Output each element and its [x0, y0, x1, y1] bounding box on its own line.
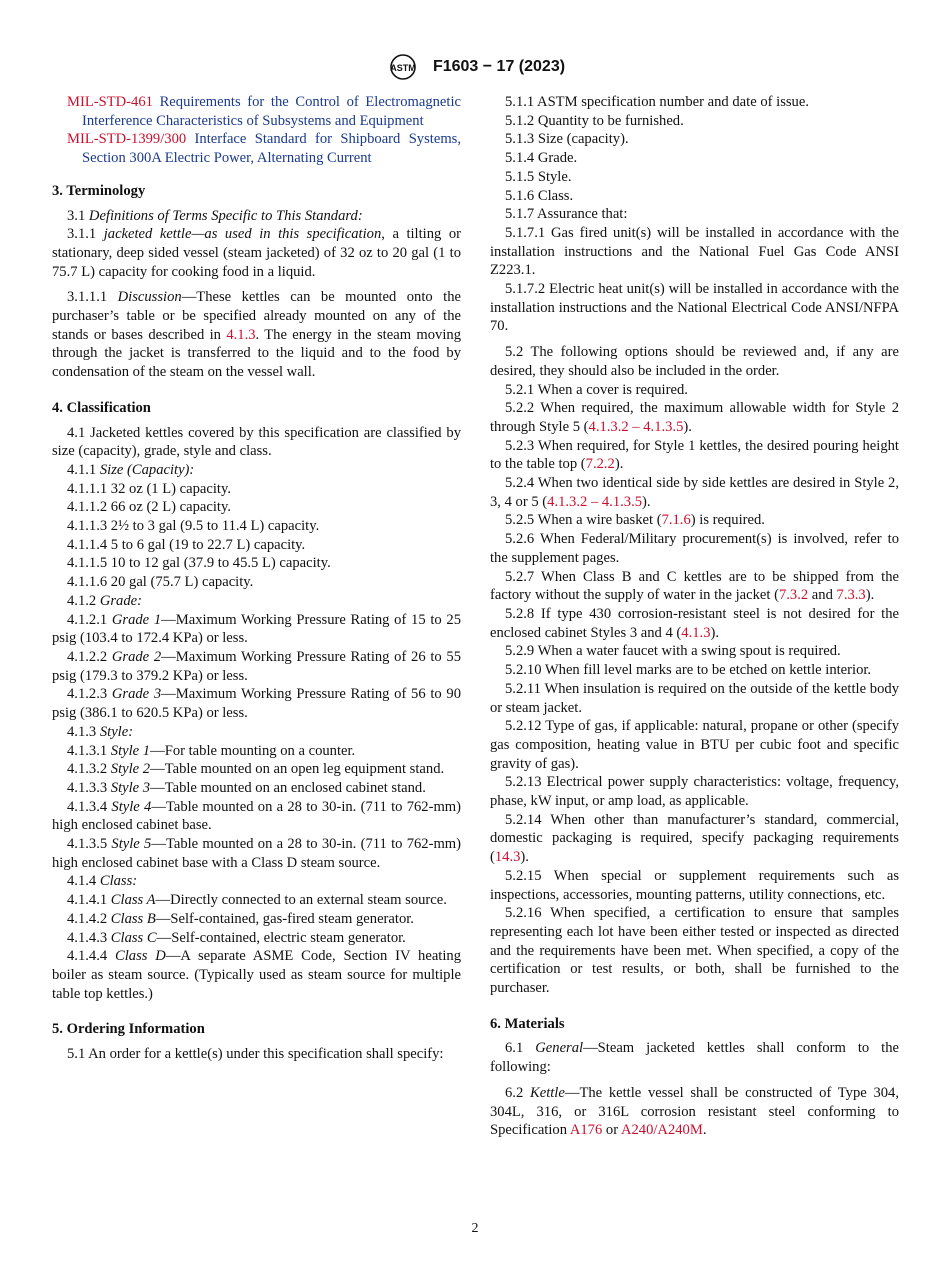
- cross-reference-link[interactable]: 7.3.3: [836, 587, 866, 604]
- paragraph: 3.1.1.1 Discussion—These kettles can be mounted onto the purchaser’s table or be specified already mounted on any of the stands or bases described in 4.1.3. The energy in the steam moving through the jacket is transferred to the liquid and to the food by condensation of the steam on the vessel wall.: [52, 289, 461, 381]
- cross-reference-link[interactable]: 7.3.2: [778, 587, 809, 604]
- list-item: 4.1.1.5 10 to 12 gal (37.9 to 45.5 L) capacity.: [67, 555, 331, 572]
- paragraph: 6.1 General—Steam jacketed kettles shall conform to the following:: [490, 1040, 899, 1076]
- list-item: 4.1.1.1 32 oz (1 L) capacity.: [67, 480, 231, 497]
- list-item: 4.1.2.3 Grade 3—Maximum Working Pressure Rating of 56 to 90 psig (386.1 to 620.5 KPa) or less.: [52, 686, 461, 722]
- list-item: 4.1.3.4 Style 4—Table mounted on a 28 to 30-in. (711 to 762-mm) high enclosed cabinet base.: [52, 798, 462, 834]
- list-item: 4.1.2.1 Grade 1—Maximum Working Pressure Rating of 15 to 25 psig (103.4 to 172.4 KPa) or less.: [52, 611, 461, 647]
- list-item: 5.1.2 Quantity to be furnished.: [505, 112, 684, 129]
- reference-item: [52, 93, 461, 130]
- document-id: F1603 − 17 (2023): [432, 58, 566, 75]
- list-item: 5.1.6 Class.: [505, 187, 574, 204]
- right-column: [490, 93, 899, 1140]
- list-item: 4.1.1.6 20 gal (75.7 L) capacity.: [67, 574, 254, 591]
- paragraph: 5.2 The following options should be reviewed and, if any are desired, they should also be included in the order.: [490, 344, 899, 379]
- list-item: 4.1.4.1 Class A—Directly connected to an external steam source.: [67, 892, 447, 909]
- list-item: 5.1.7.1 Gas fired unit(s) will be installed in accordance with the installation instructions and the National Fuel Gas Code ANSI Z223.1.: [490, 224, 899, 279]
- reference-code-link[interactable]: MIL-STD-1399/300: [67, 131, 187, 148]
- list-item: 4.1.1.2 66 oz (2 L) capacity.: [67, 499, 231, 516]
- list-item: 5.1.1 ASTM specification number and date of issue.: [505, 94, 809, 110]
- list-item: 4.1.3.5 Style 5—Table mounted on a 28 to 30-in. (711 to 762-mm) high enclosed cabinet base with a Class D steam source.: [52, 836, 462, 871]
- list-item: 5.2.15 When special or supplement requirements such as inspections, accessories, mounting patterns, utility connections, etc.: [490, 867, 899, 903]
- list-item: 5.1.7 Assurance that:: [505, 206, 628, 223]
- list-item: 5.2.14 When other than manufacturer’s standard, commercial, domestic packaging is required, specify packaging requirements (14.3).: [490, 811, 899, 866]
- list-item: 4.1.4.2 Class B—Self-contained, gas-fired steam generator.: [67, 910, 414, 927]
- svg-text:ASTM: ASTM: [390, 63, 416, 73]
- paragraph: 5.1 An order for a kettle(s) under this specification shall specify:: [67, 1046, 444, 1063]
- cross-reference-link[interactable]: 7.2.2: [585, 456, 615, 473]
- list-item: 5.1.5 Style.: [505, 168, 572, 185]
- reference-title: Requirements for the Control of Electromagnetic Interference Characteristics of Subsystems and Equipment: [82, 94, 461, 129]
- cross-reference-link[interactable]: 4.1.3: [226, 326, 256, 343]
- cross-reference-link[interactable]: 14.3: [494, 849, 521, 866]
- section-heading-classification: 4. Classification: [52, 399, 151, 416]
- list-item: 5.2.10 When fill level marks are to be etched on kettle interior.: [505, 662, 872, 679]
- section-heading-ordering: 5. Ordering Information: [52, 1021, 205, 1038]
- list-item: 5.1.3 Size (capacity).: [505, 131, 629, 148]
- paragraph: 4.1 Jacketed kettles covered by this specification are classified by size (capacity), grade, style and class.: [52, 424, 461, 460]
- list-item: 5.2.16 When specified, a certification to ensure that samples representing each lot have been either tested or inspected as directed and the requirements have been met. When specified, a copy of the certification or test results, or both, shall be furnished to the purchaser.: [490, 905, 899, 997]
- list-item: 5.1.7.2 Electric heat unit(s) will be installed in accordance with the installation instructions and the National Electrical Code ANSI/NFPA 70.: [490, 281, 899, 335]
- cross-reference-link[interactable]: 4.1.3: [681, 624, 711, 641]
- specification-link[interactable]: A176: [569, 1122, 603, 1139]
- list-item: 5.2.7 When Class B and C kettles are to be shipped from the factory without the supply of water in the jacket (7.3.2 and 7.3.3).: [490, 568, 899, 604]
- astm-logo-icon: [385, 52, 421, 82]
- list-item: 5.2.6 When Federal/Military procurement(s) is involved, refer to the supplement pages.: [490, 531, 899, 566]
- specification-link[interactable]: A240/A240M: [620, 1122, 703, 1139]
- list-item: 5.2.4 When two identical side by side kettles are desired in Style 2, 3, 4 or 5 (4.1.3.2 – 4.1.3.5).: [490, 475, 899, 510]
- paragraph: 4.1.3 Style:: [67, 723, 134, 740]
- list-item: 5.1.4 Grade.: [505, 150, 578, 167]
- list-item: 4.1.1.4 5 to 6 gal (19 to 22.7 L) capacity.: [67, 536, 306, 553]
- list-item: 4.1.2.2 Grade 2—Maximum Working Pressure Rating of 26 to 55 psig (179.3 to 379.2 KPa) or less.: [52, 648, 461, 684]
- cross-reference-link[interactable]: 4.1.3.2 – 4.1.3.5: [588, 418, 684, 435]
- paragraph: 4.1.1 Size (Capacity):: [67, 461, 195, 478]
- list-item: 5.2.5 When a wire basket (7.1.6) is required.: [505, 512, 765, 529]
- cross-reference-link[interactable]: 7.1.6: [661, 512, 691, 529]
- list-item: 4.1.1.3 2½ to 3 gal (9.5 to 11.4 L) capacity.: [67, 518, 320, 535]
- list-item: 4.1.3.2 Style 2—Table mounted on an open leg equipment stand.: [67, 761, 445, 778]
- paragraph: 3.1 Definitions of Terms Specific to This Standard:: [67, 207, 363, 224]
- list-item: 4.1.4.3 Class C—Self-contained, electric steam generator.: [67, 929, 406, 946]
- list-item: 5.2.13 Electrical power supply characteristics: voltage, frequency, phase, kW input, or amp load, as applicable.: [490, 774, 899, 810]
- paragraph: 3.1.1 jacketed kettle—as used in this specification, a tilting or stationary, deep sided vessel (steam jacketed) of 32 oz to 20 gal (1 to 75.7 L) capacity for cooking food in a liquid.: [52, 226, 461, 280]
- list-item: 5.2.2 When required, the maximum allowable width for Style 2 through Style 5 (4.1.3.2 – 4.1.3.5).: [490, 400, 899, 435]
- list-item: 5.2.3 When required, for Style 1 kettles, the desired pouring height to the table top (7.2.2).: [490, 437, 899, 473]
- list-item: 5.2.11 When insulation is required on the outside of the kettle body or steam jacket.: [490, 680, 899, 716]
- cross-reference-link[interactable]: 4.1.3.2 – 4.1.3.5: [547, 493, 643, 510]
- paragraph: 6.2 Kettle—The kettle vessel shall be constructed of Type 304, 304L, 316, or 316L corrosion resistant steel conforming to Specification A176 or A240/A240M.: [490, 1084, 899, 1139]
- page-number: 2: [471, 1221, 479, 1236]
- paragraph: 4.1.4 Class:: [67, 873, 138, 890]
- reference-title: Interface Standard for Shipboard Systems, Section 300A Electric Power, Alternating Current: [82, 131, 461, 167]
- left-column: [52, 93, 461, 1064]
- paragraph: 4.1.2 Grade:: [67, 592, 142, 609]
- reference-item: [52, 130, 461, 167]
- section-heading-materials: 6. Materials: [490, 1015, 565, 1032]
- page-header: [0, 52, 950, 82]
- section-heading-terminology: 3. Terminology: [52, 182, 146, 199]
- list-item: 4.1.3.3 Style 3—Table mounted on an enclosed cabinet stand.: [67, 779, 426, 796]
- list-item: 5.2.1 When a cover is required.: [505, 381, 688, 398]
- list-item: 5.2.8 If type 430 corrosion-resistant steel is not desired for the enclosed cabinet Styles 3 and 4 (4.1.3).: [490, 605, 899, 641]
- list-item: 5.2.12 Type of gas, if applicable: natural, propane or other (specify gas composition, heating value in BTU per cubic foot and specific gravity of gas).: [490, 718, 899, 772]
- list-item: 4.1.3.1 Style 1—For table mounting on a counter.: [67, 742, 356, 759]
- reference-code-link[interactable]: MIL-STD-461: [67, 94, 153, 110]
- list-item: 5.2.9 When a water faucet with a swing spout is required.: [505, 643, 841, 660]
- list-item: 4.1.4.4 Class D—A separate ASME Code, Section IV heating boiler as steam source. (Typically used as steam source for multiple table top kettles.): [52, 948, 462, 1002]
